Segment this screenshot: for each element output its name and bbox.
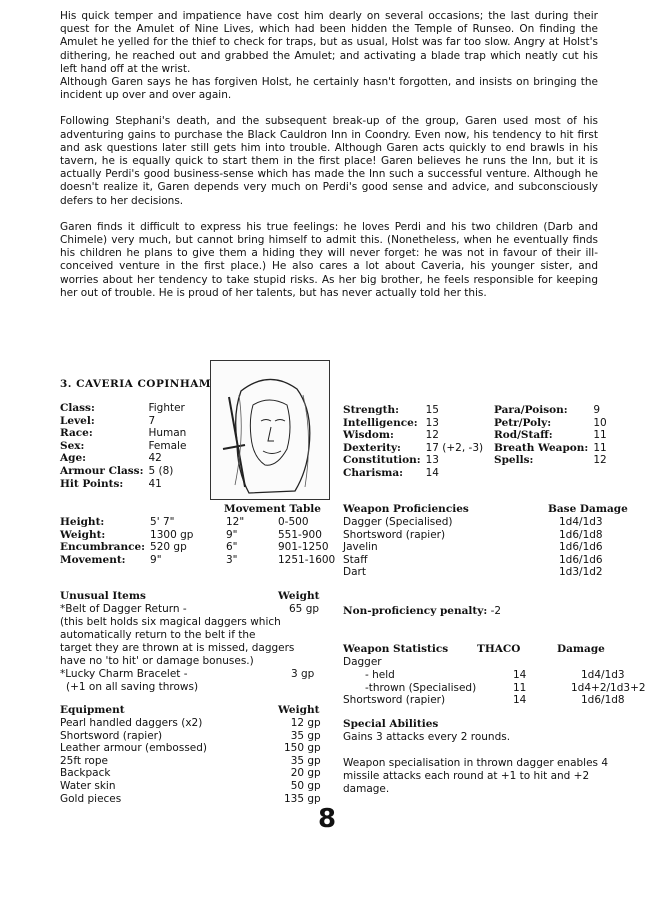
physical-stats [60, 516, 193, 566]
stat-label: Sex: [60, 439, 85, 452]
item-name: *Lucky Charm Bracelet - [60, 668, 188, 680]
table-row [343, 566, 603, 579]
stat-label: Race: [60, 427, 93, 440]
portrait-sketch-icon [211, 361, 329, 499]
ability-value: 13 [425, 416, 439, 429]
stat-label: Class: [60, 402, 95, 414]
weight-range: 551-900 [278, 528, 322, 541]
item-note: (this belt holds six magical daggers which [60, 616, 281, 628]
non-proficiency-penalty [343, 605, 501, 618]
item-weight: 3 gp [291, 668, 315, 680]
stat-row [343, 454, 483, 467]
saving-throws [494, 404, 607, 467]
paragraph: His quick temper and impatience have cost him dearly on several occasions; the last during their quest for the Amulet of Nine Lives, which had been hidden the Temple of Runseo. On finding the Amulet he yelled for the thief to check for traps, but as usual, Holst was far too slow. Angry at Holst's dithering, he reached out and grabbed the Amulet; and activating a blade trap which neatly cut his left hand off at the wrist. [60, 10, 598, 75]
stat-row [60, 478, 186, 491]
penalty-label: Non-proficiency penalty: [343, 605, 488, 617]
equipment-name: Pearl handled daggers (x2) [60, 717, 203, 729]
equipment-weight: 35 gp [290, 754, 321, 767]
equipment-name: 25ft rope [60, 754, 108, 767]
damage-value: 1d6/1d8 [581, 694, 625, 707]
ability-value: 12 [425, 429, 439, 442]
weapon-damage: 1d3/1d2 [559, 566, 603, 579]
weapon-name: Dagger [343, 656, 382, 668]
stat-value: Female [148, 439, 187, 452]
weapon-damage: 1d6/1d6 [559, 553, 603, 566]
table-row [60, 793, 321, 806]
equipment-weight: 50 gp [290, 779, 321, 792]
save-label: Petr/Poly: [494, 416, 552, 429]
movement-table [226, 516, 335, 566]
paragraph: Following Stephani's death, and the subsequent break-up of the group, Garen used most of his adventuring gains to purchase the Black Cauldron Inn in Coondry. Even now, his tendency to hit first and ask questions later still gets him into trouble. Although Garen acts quickly to end brawls in his tavern, he is equally quick to start them in the first place! Garen believes he runs the Inn, but it is actually Perdi's good business-sense which has made the Inn such a successful venture. Although he doesn't realize it, Garen depends very much on Perdi's good sense and advice, and subconsciously defers to her decisions. [60, 115, 598, 207]
table-row [343, 541, 603, 554]
movement-rate: 6" [226, 541, 238, 554]
weight-range: 1251-1600 [278, 553, 336, 566]
base-damage-header: Base Damage [548, 503, 628, 515]
stat-label: Movement: [60, 553, 126, 566]
penalty-value: -2 [490, 605, 502, 617]
stat-row [60, 427, 186, 440]
table-row [60, 755, 321, 768]
thaco-value: 14 [513, 669, 527, 681]
save-label: Spells: [494, 454, 534, 467]
equipment-name: Water skin [60, 779, 116, 792]
character-portrait [210, 360, 330, 500]
ability-scores [343, 404, 483, 480]
stat-row [343, 442, 483, 455]
stat-value: 9" [150, 553, 162, 566]
special-ability: Gains 3 attacks every 2 rounds. [343, 731, 511, 743]
attack-mode: Shortsword (rapier) [343, 694, 446, 707]
save-label: Para/Poison: [494, 404, 568, 416]
table-row [226, 541, 335, 554]
table-row [226, 529, 335, 542]
ability-value: 15 [425, 404, 439, 416]
paragraph: Garen finds it difficult to express his true feelings: he loves Perdi and his two children (Darb and Chimele) very much, but cannot bring himself to admit this. (Nonetheless, when he eventually finds his children he plans to give them a hiding they will never forget: he was not in favour of their ill-conceived venture in the first place.) He also cares a lot about Caveria, his younger sister, and worries about her tendency to take stupid risks. As her big brother, he feels responsible for keeping her out of trouble. He is proud of her talents, but has never actually told her this. [60, 220, 598, 299]
weapon-statistics-header: Weapon Statistics [343, 643, 449, 655]
equipment-table [60, 717, 321, 805]
save-label: Rod/Staff: [494, 429, 553, 442]
stat-value: 520 gp [150, 541, 187, 554]
weapon-damage: 1d6/1d8 [559, 528, 603, 541]
ability-label: Wisdom: [343, 429, 394, 442]
equipment-name: Shortsword (rapier) [60, 729, 163, 742]
ability-value: 13 [425, 454, 439, 467]
movement-table-title: Movement Table [224, 503, 321, 515]
stat-row [60, 554, 193, 567]
narrative [60, 10, 598, 300]
weapon-proficiencies-table [343, 516, 603, 579]
table-row [226, 554, 335, 567]
equipment-header: Equipment [60, 704, 125, 716]
save-value: 9 [593, 404, 600, 416]
equipment-weight: 135 gp [284, 792, 321, 805]
weapon-name: Dagger (Specialised) [343, 516, 453, 528]
table-row [343, 554, 603, 567]
weapon-statistics-table [343, 669, 646, 707]
weight-range: 901-1250 [278, 541, 329, 554]
item-note: (+1 on all saving throws) [66, 681, 199, 693]
stat-label: Level: [60, 414, 95, 427]
ability-label: Charisma: [343, 466, 404, 479]
special-ability: Weapon specialisation in thrown dagger enables 4 missile attacks each round at +1 to hit and +2 damage. [343, 757, 609, 795]
weight-range: 0-500 [278, 516, 309, 528]
equipment-name: Backpack [60, 767, 111, 780]
stat-row [60, 415, 186, 428]
weapon-damage: 1d6/1d6 [559, 541, 603, 554]
ability-label: Dexterity: [343, 441, 401, 454]
item-note: have no 'to hit' or damage bonuses.) [60, 655, 254, 667]
stat-row [60, 465, 186, 478]
stat-row [494, 417, 607, 430]
stat-value: 1300 gp [150, 528, 194, 541]
weapon-name: Dart [343, 566, 366, 579]
table-row [343, 669, 646, 682]
stat-row [60, 516, 193, 529]
stat-value: 7 [148, 414, 156, 427]
stat-value: 42 [148, 452, 162, 465]
table-row [60, 730, 321, 743]
ability-value: 17 (+2, -3) [425, 441, 484, 454]
equipment-weight-header: Weight [278, 704, 320, 716]
damage-value: 1d4/1d3 [581, 669, 625, 681]
attack-mode: - held [365, 669, 395, 681]
stat-row [60, 440, 186, 453]
stat-label: Height: [60, 516, 105, 528]
stat-value: 5 (8) [148, 464, 174, 477]
attack-mode: -thrown (Specialised) [365, 681, 477, 694]
movement-rate: 12" [226, 516, 245, 528]
movement-rate: 3" [226, 553, 238, 566]
damage-header: Damage [557, 643, 605, 655]
page-number: 8 [318, 804, 337, 834]
table-row [343, 529, 603, 542]
table-row [226, 516, 335, 529]
weapon-name: Shortsword (rapier) [343, 528, 446, 541]
thaco-value: 11 [513, 681, 527, 694]
save-label: Breath Weapon: [494, 441, 589, 454]
stat-value: Human [148, 427, 187, 440]
special-abilities-header: Special Abilities [343, 718, 439, 730]
ability-label: Constitution: [343, 454, 421, 467]
stat-row [343, 417, 483, 430]
stat-row [494, 454, 607, 467]
stat-row [60, 529, 193, 542]
basic-stats [60, 402, 186, 490]
item-weight: 65 gp [289, 603, 320, 615]
stat-value: 5' 7" [150, 516, 175, 528]
stat-row [60, 541, 193, 554]
stat-row [343, 404, 483, 417]
ability-label: Strength: [343, 404, 399, 416]
weapon-name: Javelin [343, 541, 378, 554]
item-note: automatically return to the belt if the [60, 629, 256, 641]
weapon-name: Staff [343, 553, 368, 566]
unusual-items-header: Unusual Items [60, 590, 146, 602]
stat-row [343, 467, 483, 480]
equipment-weight: 150 gp [284, 742, 321, 755]
item-note: target they are thrown at is missed, daggers [60, 642, 295, 654]
equipment-weight: 35 gp [290, 729, 321, 742]
equipment-name: Gold pieces [60, 792, 122, 805]
ability-value: 14 [425, 466, 439, 479]
table-row [343, 516, 603, 529]
table-row [60, 767, 321, 780]
table-row [60, 780, 321, 793]
movement-rate: 9" [226, 528, 238, 541]
equipment-weight: 12 gp [290, 717, 321, 729]
stat-row [60, 452, 186, 465]
stat-label: Weight: [60, 528, 106, 541]
ability-label: Intelligence: [343, 416, 418, 429]
save-value: 11 [593, 429, 607, 442]
damage-value: 1d4+2/1d3+2 [571, 681, 646, 694]
table-row [343, 682, 646, 695]
stat-value: 41 [148, 477, 162, 490]
stat-row [494, 404, 607, 417]
stat-label: Encumbrance: [60, 541, 146, 554]
stat-row [60, 402, 186, 415]
thaco-header: THACO [477, 643, 521, 655]
character-heading: 3. CAVERIA COPINHAM [60, 378, 212, 390]
stat-row [494, 442, 607, 455]
table-row [343, 694, 646, 707]
weapon-proficiencies-header: Weapon Proficiencies [343, 503, 469, 515]
stat-row [494, 429, 607, 442]
save-value: 11 [593, 441, 607, 454]
paragraph: Although Garen says he has forgiven Holst, he certainly hasn't forgotten, and insists on bringing the incident up over and over again. [60, 76, 598, 102]
stat-label: Hit Points: [60, 477, 124, 490]
equipment-name: Leather armour (embossed) [60, 742, 208, 755]
item-name: *Belt of Dagger Return - [60, 603, 187, 615]
stat-row [343, 429, 483, 442]
stat-value: Fighter [148, 402, 185, 414]
weapon-damage: 1d4/1d3 [559, 516, 603, 528]
save-value: 12 [593, 454, 607, 467]
unusual-weight-header: Weight [278, 590, 320, 602]
thaco-value: 14 [513, 694, 527, 707]
save-value: 10 [593, 416, 607, 429]
equipment-weight: 20 gp [290, 767, 321, 780]
table-row [60, 717, 321, 730]
table-row [60, 742, 321, 755]
stat-label: Age: [60, 452, 87, 465]
stat-label: Armour Class: [60, 464, 144, 477]
